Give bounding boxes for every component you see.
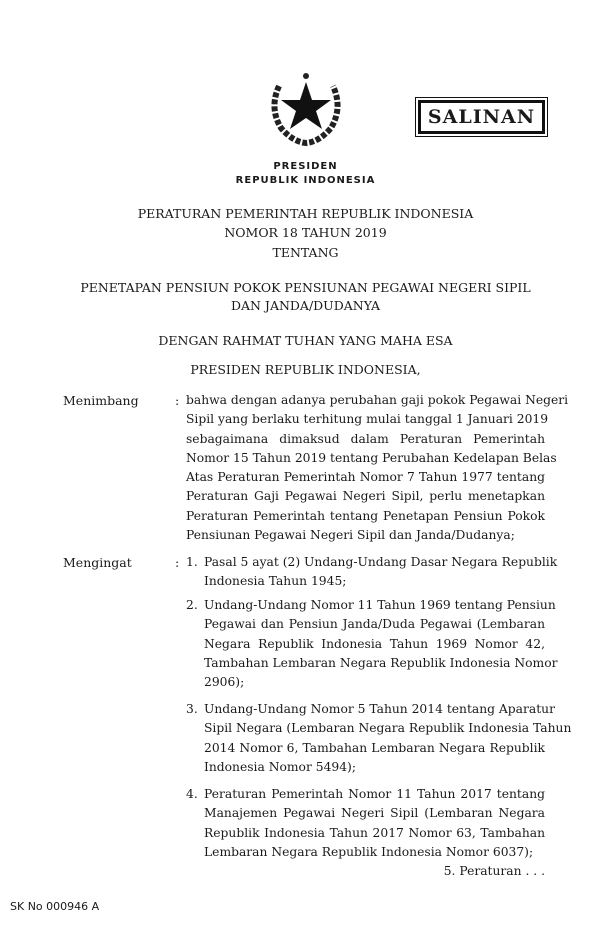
list-number: 2. [186,598,198,612]
text-line: Pegawai dan Pensiun Janda/Duda Pegawai (Lembaran [204,617,545,632]
text-line: Undang-Undang Nomor 5 Tahun 2014 tentang Aparatur [204,702,555,716]
text-line: Lembaran Negara Republik Indonesia Nomor 6037); [204,844,534,859]
continuation-note: 5. Peraturan . . . [443,864,545,878]
rahmat-heading: DENGAN RAHMAT TUHAN YANG MAHA ESA [158,333,453,348]
menimbang-paragraph [186,391,569,545]
regulation-title: PERATURAN PEMERINTAH REPUBLIK INDONESIA [137,206,474,221]
text-line: sebagaimana dimaksud dalam Peraturan Pemerintah [186,431,545,446]
text-line: Sipil Negara (Lembaran Negara Republik Indonesia Tahun [204,721,572,736]
list-item [204,700,572,777]
text-line: Republik Indonesia Tahun 2017 Nomor 63, Tambahan [204,825,545,840]
regulation-number: NOMOR 18 TAHUN 2019 [224,225,387,240]
menimbang-label: Menimbang [63,393,139,408]
tentang-heading: TENTANG [272,245,339,260]
text-line: Peraturan Pemerintah Nomor 11 Tahun 2017 tentang [204,787,545,801]
text-line: Indonesia Nomor 5494); [204,759,356,774]
text-line: Atas Peraturan Pemerintah Nomor 7 Tahun 1977 tentang [186,470,545,485]
text-line: Peraturan Pemerintah tentang Penetapan Pensiun Pokok [186,508,545,523]
list-item [204,553,558,592]
text-line: Pensiunan Pegawai Negeri Sipil dan Janda/Dudanya; [186,528,515,543]
text-line: Negara Republik Indonesia Tahun 1969 Nomor 42, [204,636,545,651]
text-line: Sipil yang berlaku terhitung mulai tanggal 1 Januari 2019 [186,412,549,427]
salinan-stamp: SALINAN [418,100,545,134]
garuda-star-emblem-icon [265,68,347,146]
mengingat-label: Mengingat [63,555,132,570]
list-item [204,785,545,862]
text-line: Tambahan Lembaran Negara Republik Indonesia Nomor [204,655,558,670]
mengingat-colon: : [175,555,180,570]
footer-code: SK No 000946 A [10,900,100,913]
text-line: Indonesia Tahun 1945; [204,574,347,589]
text-line: Peraturan Gaji Pegawai Negeri Sipil, perlu menetapkan [186,489,545,504]
subject-line-2: DAN JANDA/DUDANYA [230,298,381,313]
text-line: Manajemen Pegawai Negeri Sipil (Lembaran Negara [204,806,545,821]
text-line: Nomor 15 Tahun 2019 tentang Perubahan Kedelapan Belas [186,450,557,465]
text-line: bahwa dengan adanya perubahan gaji pokok Pegawai Negeri [186,393,569,407]
list-number: 1. [186,555,198,569]
text-line: 2906); [204,675,245,690]
menimbang-colon: : [175,393,180,408]
presiden-heading: PRESIDEN [273,161,338,172]
text-line: Pasal 5 ayat (2) Undang-Undang Dasar Negara Republik [204,555,558,569]
text-line: Undang-Undang Nomor 11 Tahun 1969 tentang Pensiun [204,598,556,612]
republik-heading: REPUBLIK INDONESIA [235,175,376,186]
list-item [204,596,558,692]
text-line: 2014 Nomor 6, Tambahan Lembaran Negara Republik [204,740,545,755]
list-number: 4. [186,787,198,801]
list-number: 3. [186,702,198,716]
subject-line-1: PENETAPAN PENSIUN POKOK PENSIUNAN PEGAWAI NEGERI SIPIL [80,280,531,295]
presiden-ri-heading: PRESIDEN REPUBLIK INDONESIA, [190,362,421,377]
